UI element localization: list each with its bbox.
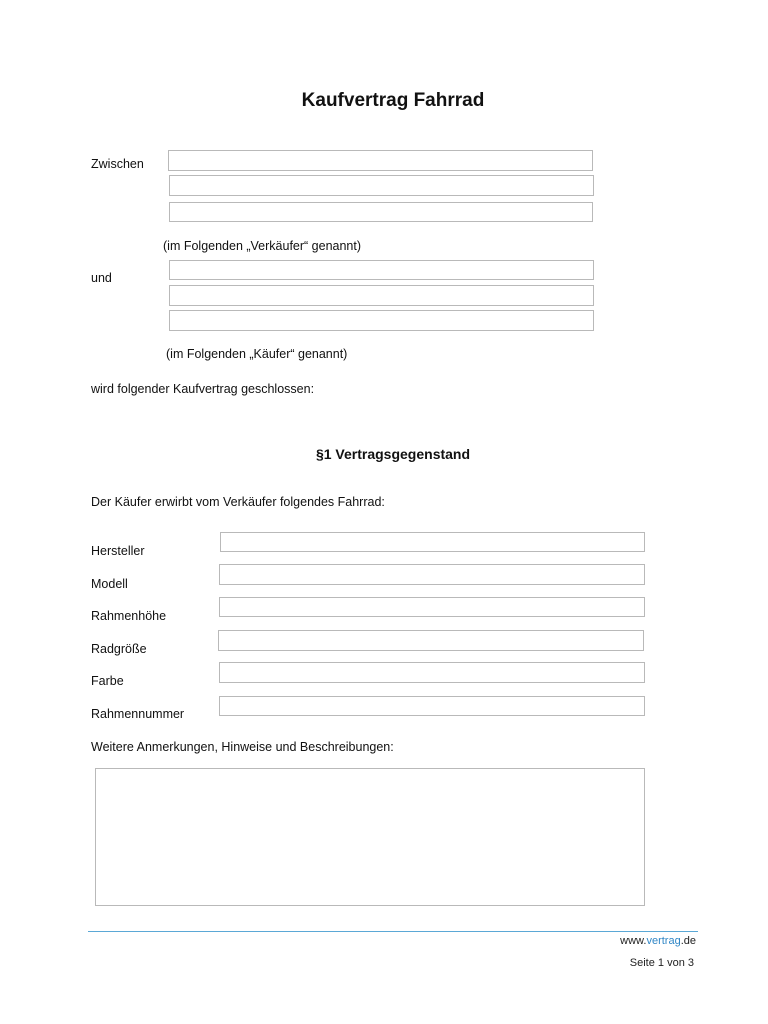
- notes-textarea[interactable]: [95, 768, 645, 906]
- wheel-size-label: Radgröße: [91, 642, 147, 656]
- color-field[interactable]: [219, 662, 645, 683]
- frame-number-field[interactable]: [219, 696, 645, 716]
- buyer-line-1-field[interactable]: [169, 260, 594, 280]
- manufacturer-label: Hersteller: [91, 544, 145, 558]
- model-field[interactable]: [219, 564, 645, 585]
- buyer-line-2-field[interactable]: [169, 285, 594, 306]
- seller-designation-note: (im Folgenden „Verkäufer“ genannt): [163, 239, 362, 253]
- footer-divider: [88, 931, 698, 932]
- section-1-heading: §1 Vertragsgegenstand: [315, 446, 471, 462]
- footer-website: [620, 935, 696, 947]
- seller-line-2-field[interactable]: [169, 175, 594, 196]
- color-label: Farbe: [91, 674, 124, 688]
- manufacturer-field[interactable]: [220, 532, 645, 552]
- buyer-designation-note: (im Folgenden „Käufer“ genannt): [166, 347, 348, 361]
- page-number: Seite 1 von 3: [629, 957, 694, 969]
- frame-height-field[interactable]: [219, 597, 645, 617]
- seller-line-1-field[interactable]: [168, 150, 593, 171]
- buyer-line-3-field[interactable]: [169, 310, 594, 331]
- footer-url-domain: vertrag: [646, 935, 681, 947]
- notes-label: Weitere Anmerkungen, Hinweise und Beschreibungen:: [91, 740, 394, 754]
- wheel-size-field[interactable]: [218, 630, 644, 651]
- closing-statement: wird folgender Kaufvertrag geschlossen:: [91, 382, 315, 396]
- frame-height-label: Rahmenhöhe: [91, 609, 167, 623]
- frame-number-label: Rahmennummer: [91, 707, 185, 721]
- between-label: Zwischen: [91, 157, 144, 171]
- and-label: und: [91, 271, 112, 285]
- footer-url-prefix: www.: [620, 935, 647, 947]
- document-title: Kaufvertrag Fahrrad: [301, 90, 485, 111]
- section-1-intro: Der Käufer erwirbt vom Verkäufer folgendes Fahrrad:: [91, 495, 385, 509]
- model-label: Modell: [91, 577, 128, 591]
- seller-line-3-field[interactable]: [169, 202, 593, 222]
- footer-url-suffix: .de: [680, 935, 696, 947]
